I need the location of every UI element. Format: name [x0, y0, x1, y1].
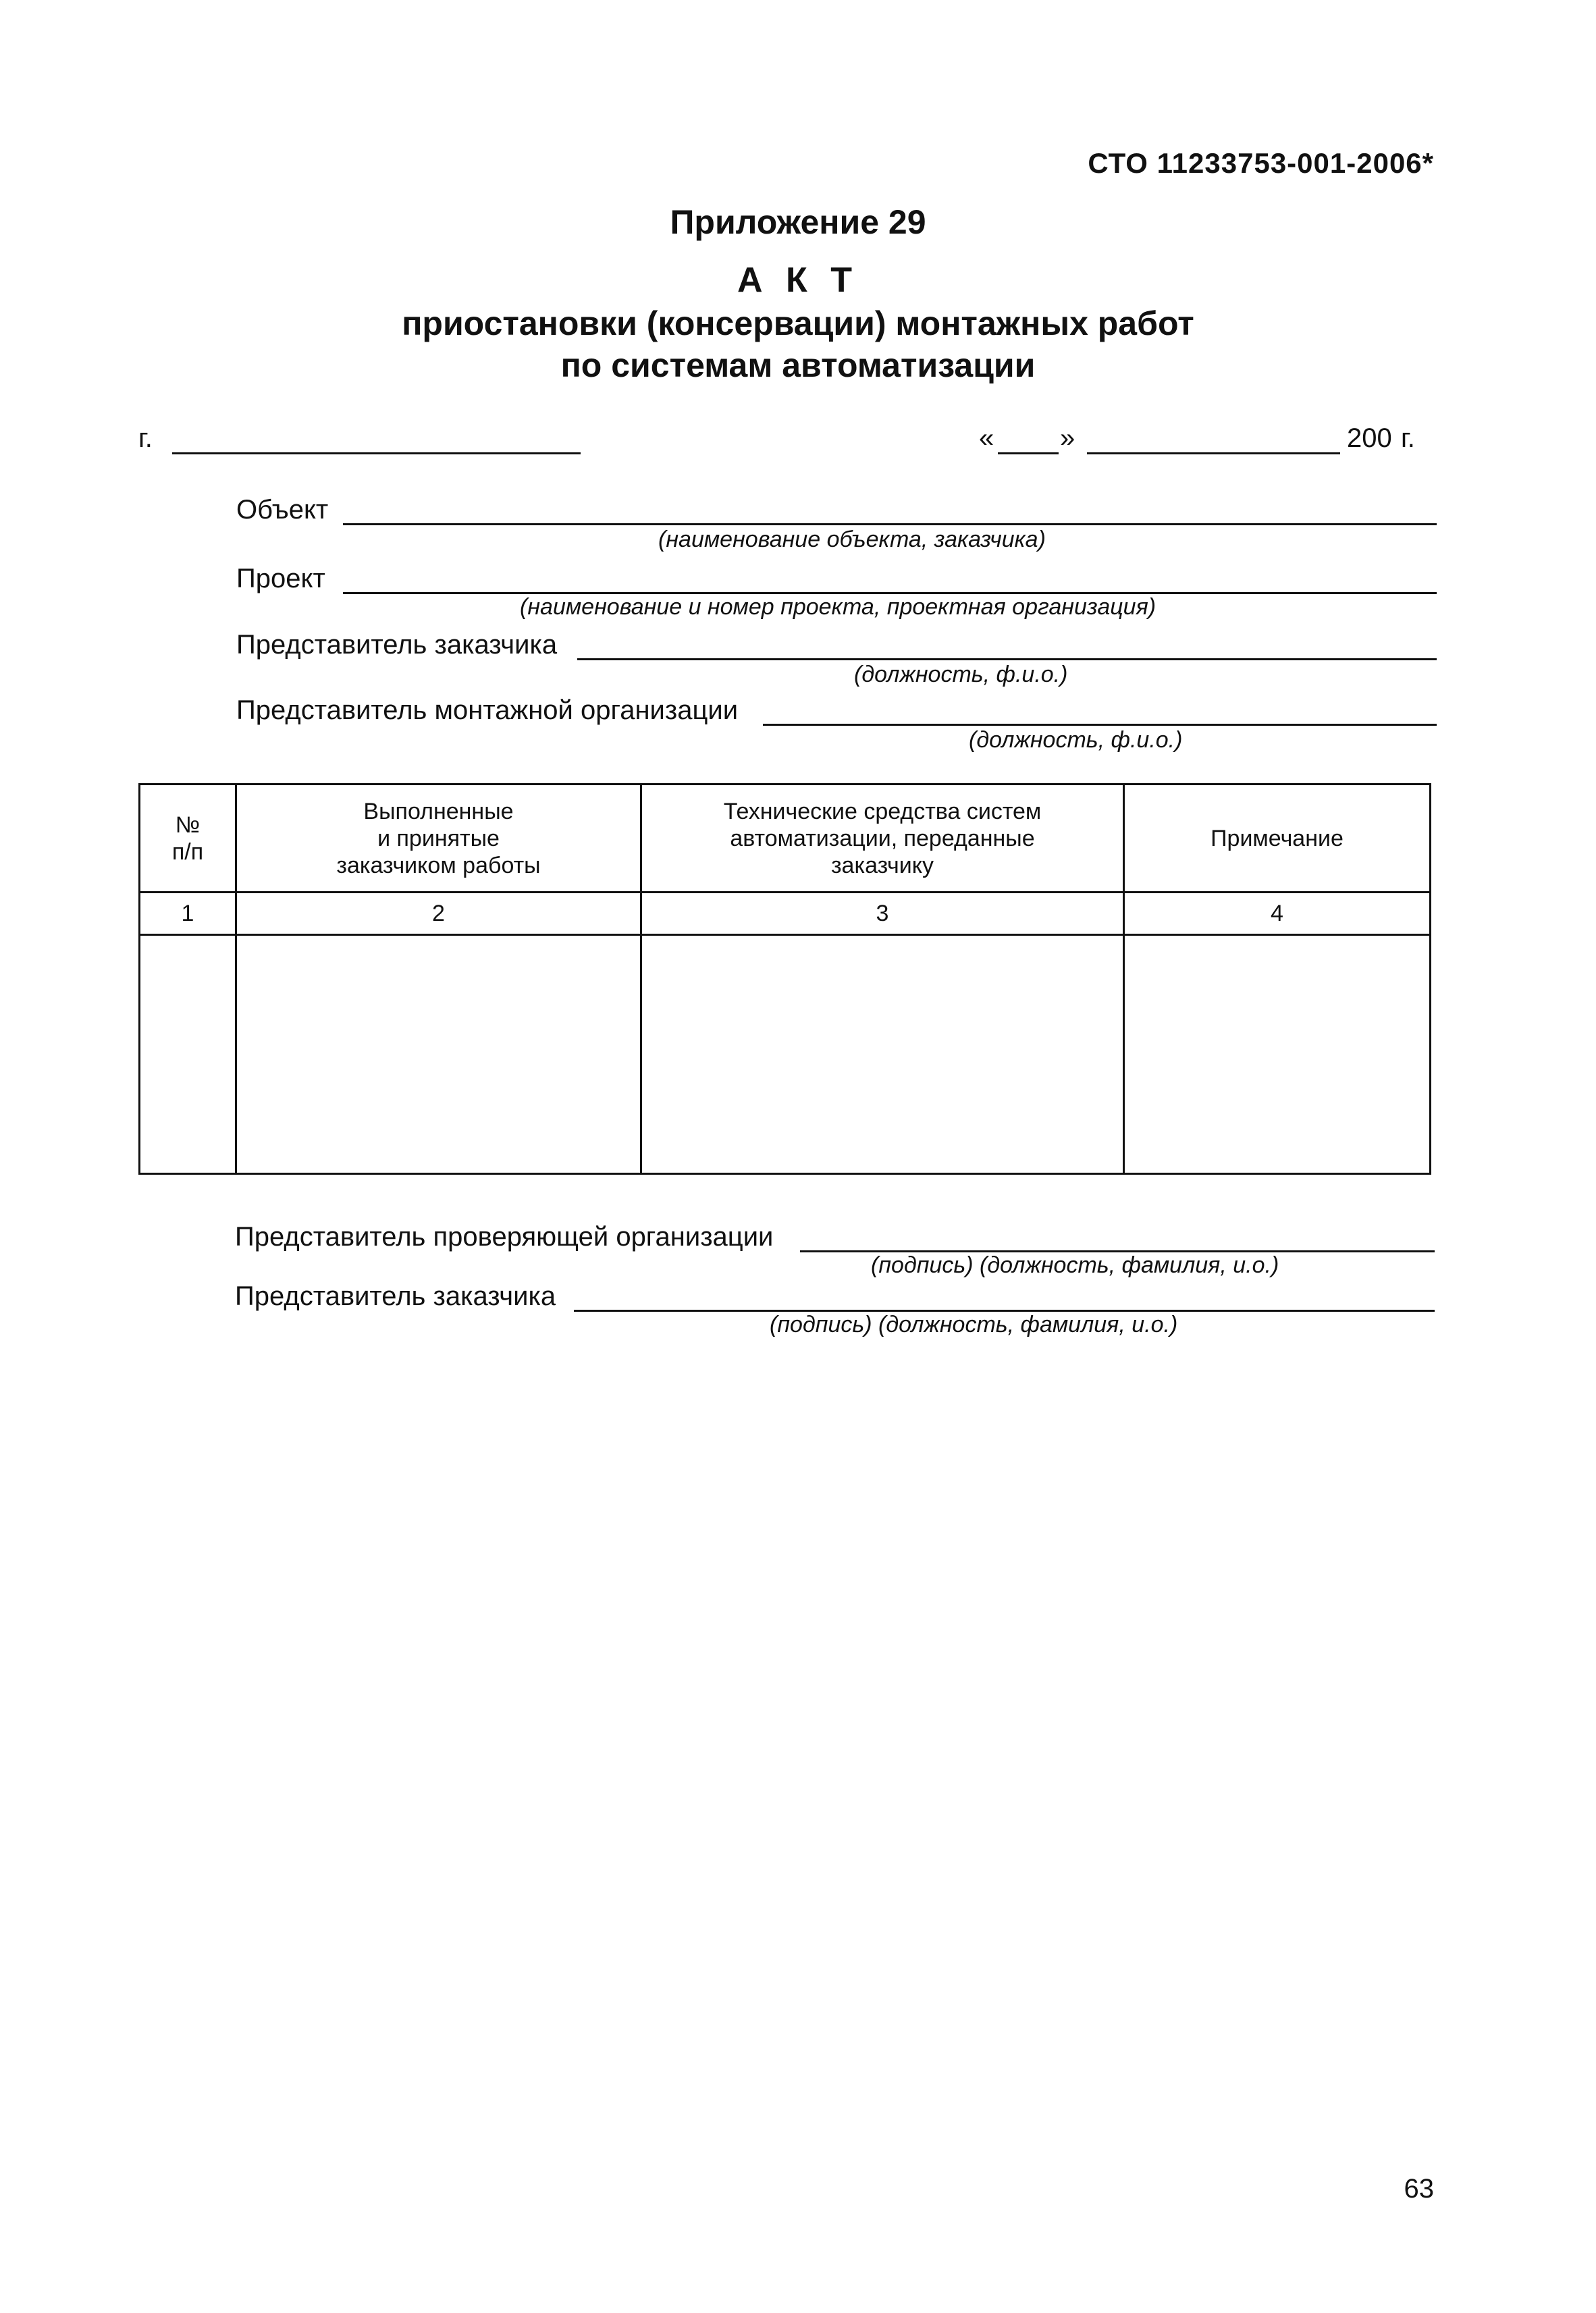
customer-rep-field[interactable]	[577, 658, 1437, 660]
act-subtitle-line2: по системам автоматизации	[560, 346, 1036, 384]
column-number-2: 2	[432, 901, 445, 926]
installer-rep-hint: (должность, ф.и.о.)	[969, 727, 1183, 753]
table-body-cell-equipment[interactable]	[642, 936, 1123, 1173]
header-cell-number: № п/п	[171, 812, 204, 865]
month-field[interactable]	[1087, 452, 1340, 454]
inspector-label: Представитель проверяющей организации	[235, 1222, 774, 1252]
object-label: Объект	[236, 495, 329, 525]
customer-signature-label: Представитель заказчика	[235, 1281, 556, 1311]
customer-rep-hint: (должность, ф.и.о.)	[854, 662, 1068, 687]
date-quote-close: »	[1060, 423, 1075, 453]
object-hint: (наименование объекта, заказчика)	[658, 527, 1046, 552]
table-body-cell-note[interactable]	[1125, 936, 1429, 1173]
page-number: 63	[1404, 2174, 1434, 2204]
date-quote-open: «	[979, 423, 994, 453]
works-table	[138, 783, 1431, 1175]
year-unit: г.	[1401, 423, 1415, 453]
appendix-title: Приложение 29	[670, 203, 926, 241]
installer-rep-label: Представитель монтажной организации	[236, 695, 739, 725]
customer-signature-hint: (подпись) (должность, фамилия, и.о.)	[770, 1312, 1178, 1337]
column-number-3: 3	[876, 901, 889, 926]
city-prefix: г.	[138, 423, 153, 453]
table-body-cell-number[interactable]	[140, 936, 235, 1173]
object-field[interactable]	[343, 523, 1437, 525]
project-label: Проект	[236, 564, 325, 593]
document-code: СТО 11233753-001-2006*	[1088, 147, 1434, 179]
table-body-cell-works[interactable]	[237, 936, 640, 1173]
act-subtitle	[0, 302, 1596, 386]
project-hint: (наименование и номер проекта, проектная организация)	[520, 594, 1156, 620]
column-number-4: 4	[1271, 901, 1283, 926]
act-title: А К Т	[737, 261, 859, 300]
header-cell-equipment: Технические средства систем автоматизации, переданные заказчику	[723, 798, 1042, 878]
column-number-1: 1	[181, 901, 194, 926]
city-field[interactable]	[172, 452, 581, 454]
year-prefix: 200	[1347, 423, 1392, 453]
day-field[interactable]	[998, 452, 1059, 454]
header-cell-note: Примечание	[1211, 825, 1344, 851]
act-subtitle-line1: приостановки (консервации) монтажных работ	[402, 304, 1194, 342]
customer-rep-label: Представитель заказчика	[236, 630, 558, 660]
header-cell-works: Выполненные и принятые заказчиком работы	[336, 798, 541, 878]
installer-rep-field[interactable]	[763, 724, 1437, 726]
inspector-hint: (подпись) (должность, фамилия, и.о.)	[871, 1252, 1279, 1278]
